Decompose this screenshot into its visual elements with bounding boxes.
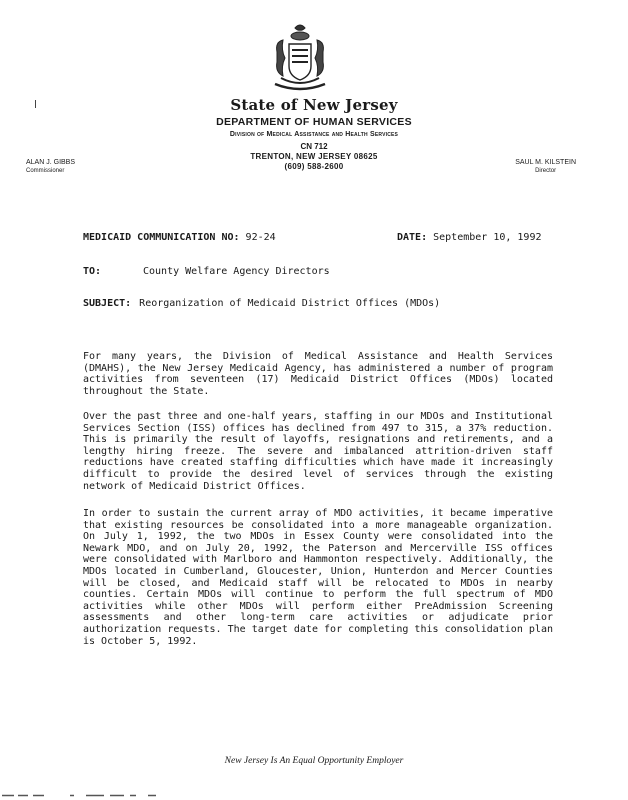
memo-date [397,232,541,243]
phone-number: (609) 588-2600 [284,162,344,171]
state-title: State of New Jersey [230,96,398,114]
mail-box: CN 712 [300,142,328,151]
communication-number-value: 92-24 [245,232,276,243]
director-title: Director [535,168,557,174]
to-value: County Welfare Agency Directors [143,266,330,277]
body-paragraph-3: In order to sustain the current array of MDO activities, it became imperative that existing resources be consolidated into a more manageable organization. On July 1, 1992, the two MDOs in Essex County were consolidated into the Newark MDO, and on July 20, 1992, the Paterson and Mercerville ISS offices were consolidated with Marlboro and Hammonton respectively. Additionally, the MDOs located in Cumberland, Gloucester, Union, Hunterdon and Mercer Counties will be closed, and Medicaid staff will be relocated to MDOs in nearby counties. Certain MDOs will continue to perform the full spectrum of MDO activities while other MDOs will perform either PreAdmission Screening assessments and other long-term care activities or adjudicate prior authorization requests. The target date for completing this consolidation plan is October 5, 1992. [83,508,553,647]
director-block [515,158,576,176]
city-address: TRENTON, NEW JERSEY 08625 [250,152,378,161]
date-value: September 10, 1992 [433,232,542,243]
body-paragraph-2: Over the past three and one-half years, staffing in our MDOs and Institutional Services Section (ISS) offices has declined from 497 to 315, a 37% reduction. This is primarily the result of layoffs, resignations and retirements, and a lengthy hiring freeze. The severe and imbalanced attrition-driven staff reductions have created staffing difficulties which have made it increasingly difficult to provide the desired level of services through the existing network of Medicaid District Offices. [83,411,553,492]
body-paragraph-1: For many years, the Division of Medical Assistance and Health Services (DMAHS), the New Jersey Medicaid Agency, has administered a number of program activities from seventeen (17) Medicaid District Offices (MDOs) located throughout the State. [83,351,553,397]
commissioner-name: ALAN J. GIBBS [26,159,76,166]
date-label: DATE: [397,232,428,243]
communication-number-label: MEDICAID COMMUNICATION NO: [83,232,240,243]
commissioner-title: Commissioner [26,168,65,174]
communication-number [83,232,276,243]
subject-line [83,298,440,309]
subject-value: Reorganization of Medicaid District Offices (MDOs) [139,298,441,309]
equal-opportunity-footer: New Jersey Is An Equal Opportunity Employer [224,756,404,766]
state-seal-icon [269,22,331,98]
scan-edge-marks [0,794,170,797]
to-label: TO: [83,266,102,277]
subject-label: SUBJECT: [83,298,132,309]
commissioner-block [26,158,75,176]
director-name: SAUL M. KILSTEIN [515,159,576,166]
to-line [83,266,330,277]
department-name: DEPARTMENT OF HUMAN SERVICES [216,116,412,128]
division-name: Division of Medical Assistance and Health Services [229,131,399,138]
